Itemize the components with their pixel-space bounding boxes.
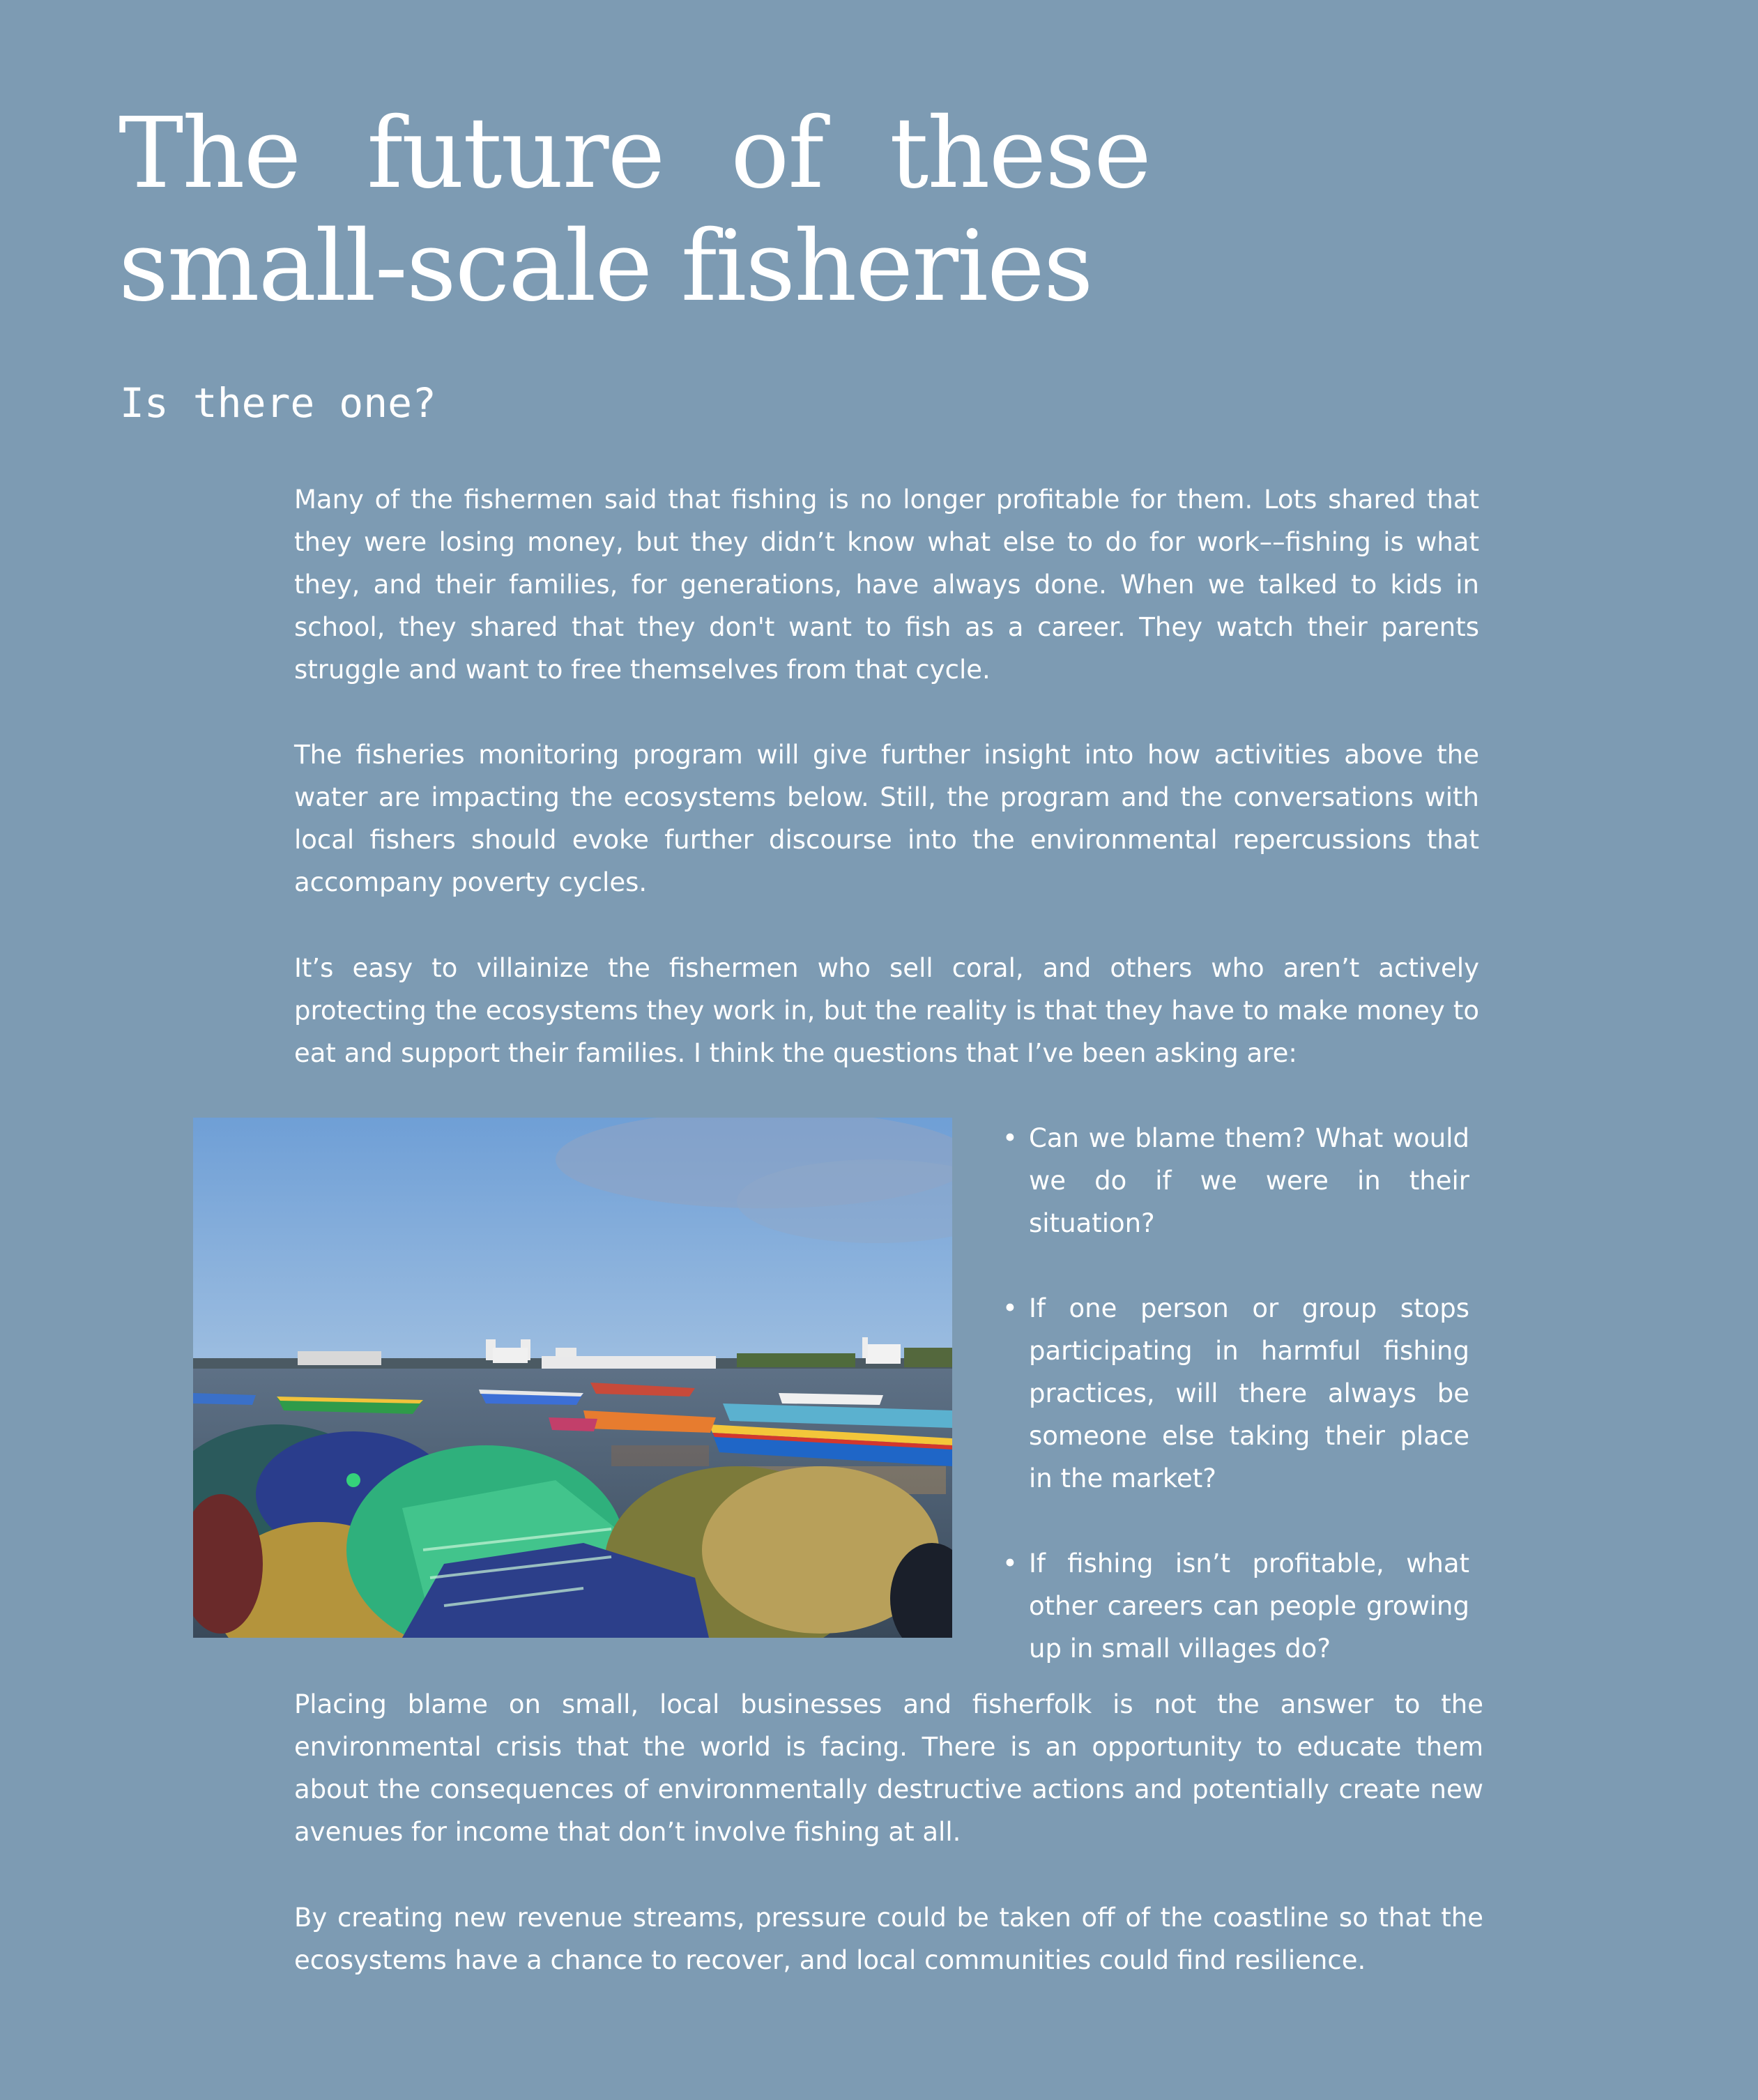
paragraph-profitability: Many of the fishermen said that fishing is no longer profitable for them. Lots shared that they were losing money, but they didn’t know what else to do for work––fishing is what they, and their families, for generations, have always done. When we talked to kids in school, they shared that they don't want to fish as a career. They watch their parents struggle and want to free themselves from that cycle. <box>294 485 1479 685</box>
bullet-glyph: • <box>1002 1549 1018 1578</box>
paragraph-questions-intro: It’s easy to villainize the fishermen who sell coral, and others who aren’t actively protecting the ecosystems they work in, but the reality is that they have to make money to eat and support their families. I think the questions that I’ve been asking are: <box>294 953 1479 1068</box>
subtitle: Is there one? <box>120 379 436 427</box>
paragraph-monitoring-program: The fisheries monitoring program will give further insight into how activities above the water are impacting the ecosystems below. Still, the program and the conversations with local fishers should evoke further discourse into the environmental repercussions that accompany poverty cycles. <box>294 740 1479 897</box>
paragraph-revenue-streams: By creating new revenue streams, pressure could be taken off of the coastline so that the ecosystems have a chance to recover, and local communities could find resilience. <box>294 1903 1483 1975</box>
list-item <box>1002 1117 1469 1245</box>
question-careers: If fishing isn’t profitable, what other careers can people growing up in small villages do? <box>1029 1549 1469 1664</box>
fishing-harbor-illustration <box>193 1118 952 1638</box>
question-replacement: If one person or group stops participating in harmful fishing practices, will there always be someone else taking their place in the market? <box>1029 1293 1469 1493</box>
harbor-photo <box>193 1118 952 1638</box>
bullet-glyph: • <box>1002 1123 1018 1153</box>
bullet-glyph: • <box>1002 1293 1018 1323</box>
title-line-1: The future of these <box>119 97 1150 211</box>
page-title <box>119 98 1150 324</box>
question-blame: Can we blame them? What would we do if we were in their situation? <box>1029 1123 1469 1238</box>
list-item <box>1002 1287 1469 1500</box>
questions-list <box>1002 1117 1469 1712</box>
title-line-2: small-scale fisheries <box>119 210 1092 324</box>
paragraph-placing-blame: Placing blame on small, local businesses and fisherfolk is not the answer to the environmental crisis that the world is facing. There is an opportunity to educate them about the consequences of environmentally destructive actions and potentially create new avenues for income that don’t involve fishing at all. <box>294 1689 1483 1847</box>
list-item <box>1002 1542 1469 1670</box>
